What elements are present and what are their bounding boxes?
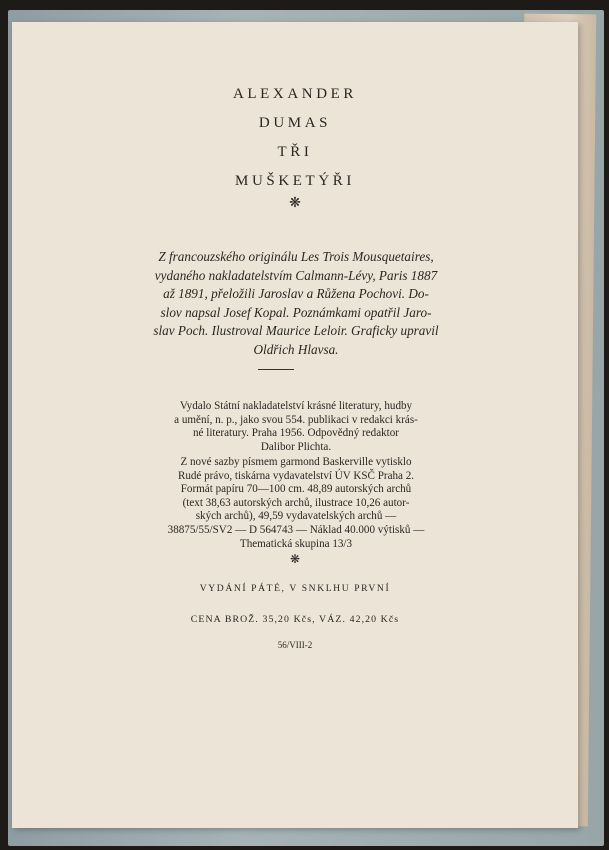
imprint-line: Vydalo Státní nakladatelství krásné literatury, hudby [179,400,413,412]
title-line-2: MUŠKETÝŘI [235,173,355,189]
divider [258,369,294,370]
imprint-line: ských archů), 49,59 vydavatelských archů — [195,510,397,523]
imprint-line: Rudé právo, tiskárna vydavatelství ÚV KSČ Praha 2. [177,469,415,482]
imprint-line: Z nové sazby písmem garmond Baskerville vytisklo [180,456,412,468]
credits-line: vydaného nakladatelstvím Calmann-Lévy, Paris 1887 [154,267,438,283]
credits-line: slov napsal Josef Kopal. Poznámkami opatřil Jaro- [160,304,432,320]
credits-line: Oldřich Hlavsa. [253,341,339,357]
credits-line: až 1891, přeložili Jaroslav a Růžena Pochovi. Do- [163,286,429,302]
imprint-line: Formát papíru 70—100 cm. 48,89 autorských archů [180,483,412,496]
credits-line: slav Poch. Ilustroval Maurice Leloir. Graficky upravil [153,323,439,339]
price-note: CENA BROŽ. 35,20 Kčs, VÁZ. 42,20 Kčs [190,614,400,625]
title-verso-page [12,22,578,828]
ornament-star-icon: ❋ [289,196,301,211]
printing-details [134,456,458,551]
author-last-name: DUMAS [258,115,332,131]
ornament-star-icon-2: ❋ [289,552,301,566]
publication-code: 56/VIII-2 [277,640,313,650]
edition-note: VYDÁNÍ PÁTÉ, V SNKLHU PRVNÍ [199,583,391,594]
publisher-imprint [134,400,458,454]
imprint-line: a umění, n. p., jako svou 554. publikaci v redakci krás- [174,413,418,426]
imprint-line: 38875/55/SV2 — D 564743 — Náklad 40.000 výtisků — [167,523,425,536]
imprint-line: né literatury. Praha 1956. Odpovědný redaktor [193,427,399,440]
author-first-name: ALEXANDER [232,86,358,102]
credits-line: Z francouzského originálu Les Trois Mousquetaires, [158,249,434,264]
imprint-line: Thematická skupina 13/3 [239,537,353,550]
translation-credits [134,248,458,360]
imprint-line: Dalibor Plichta. [260,440,332,453]
title-line-1: TŘI [277,144,313,160]
imprint-line: (text 38,63 autorských archů, ilustrace 10,26 autor- [182,496,410,509]
